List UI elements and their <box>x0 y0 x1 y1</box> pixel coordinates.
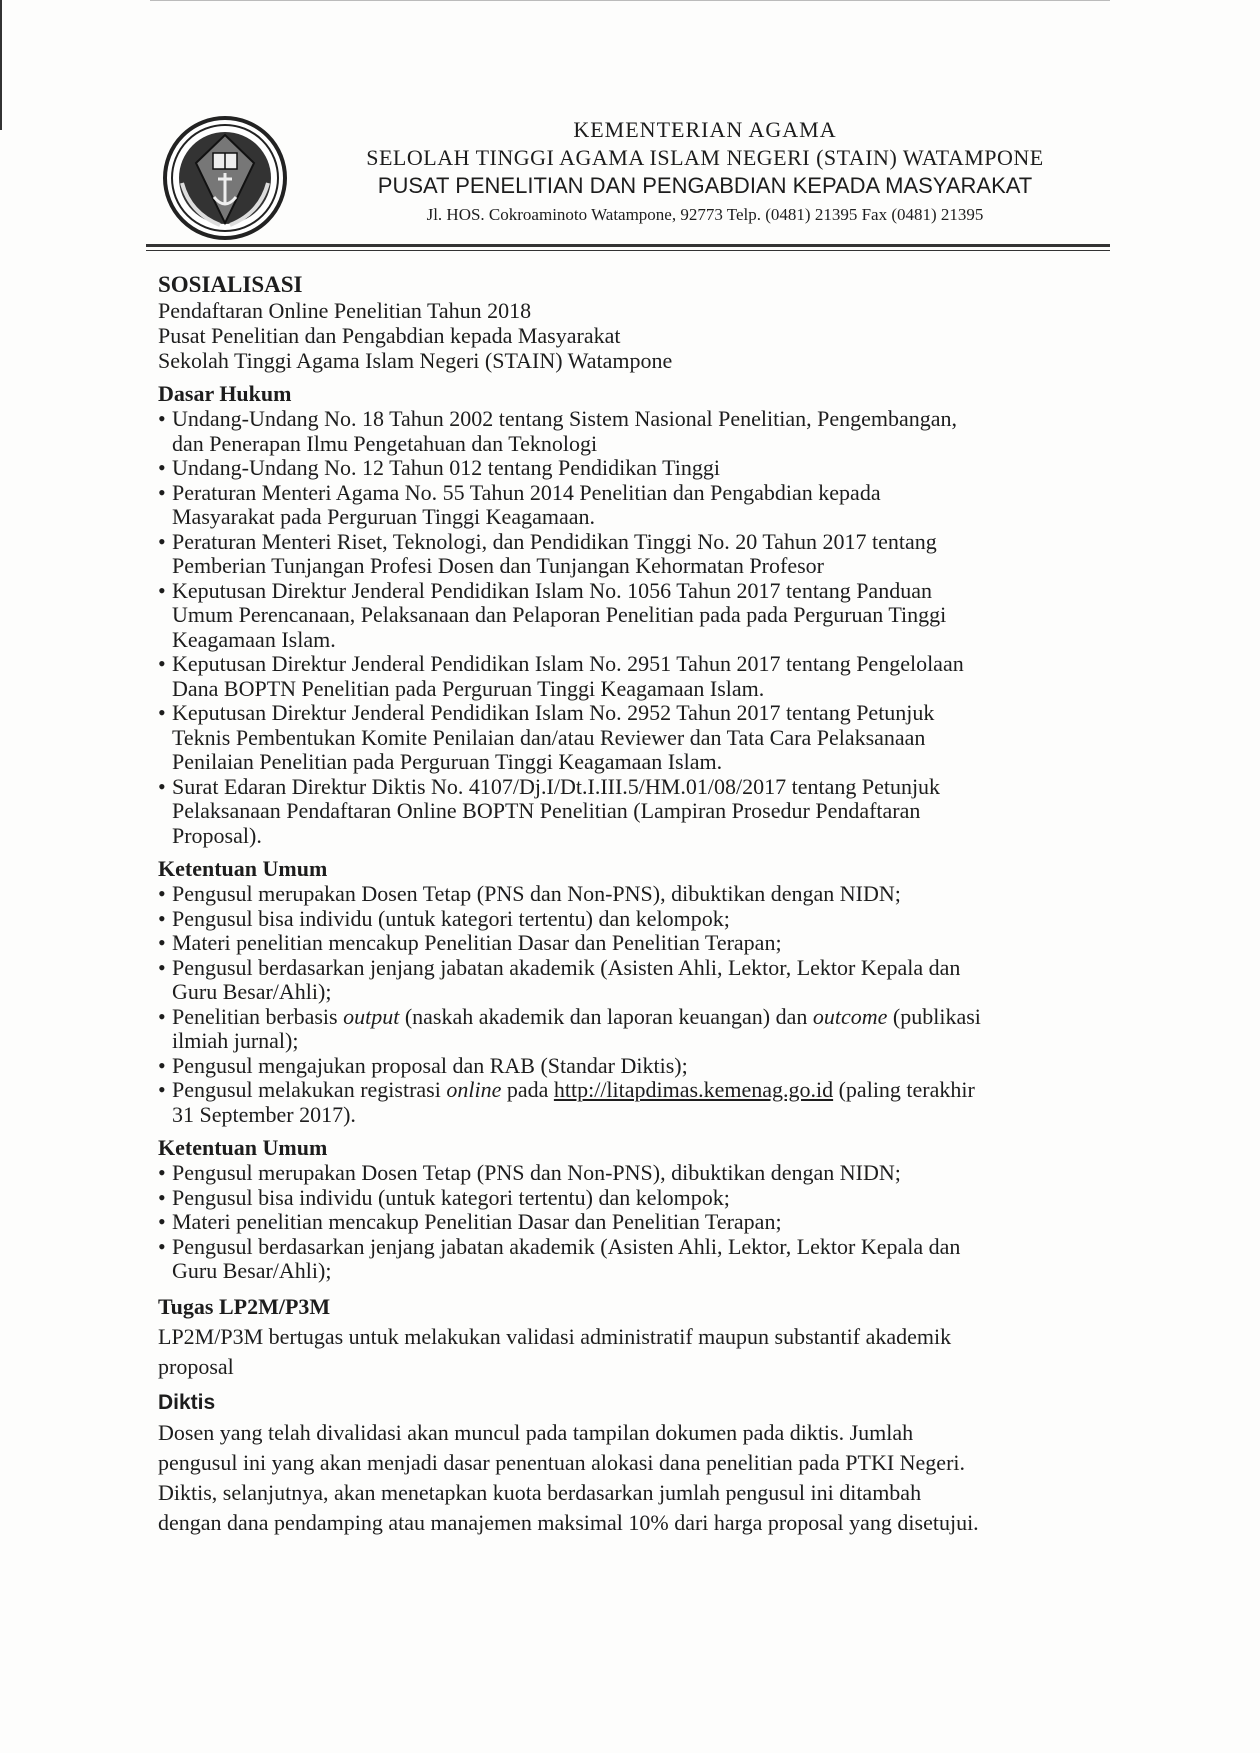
legal-basis-list <box>158 407 1098 848</box>
section-title: Diktis <box>158 1390 216 1414</box>
paragraph-line: pengusul ini yang akan menjadi dasar penentuan alokasi dana penelitian pada PTKI Negeri. <box>158 1449 966 1475</box>
list-item: • Pengusul melakukan registrasi online pada http://litapdimas.kemenag.go.id (paling terakhir 31 September 2017). <box>158 1078 1098 1127</box>
list-item: • Pengusul merupakan Dosen Tetap (PNS dan Non-PNS), dibuktikan dengan NIDN; <box>158 1161 1098 1186</box>
paragraph-line: dengan dana pendamping atau manajemen maksimal 10% dari harga proposal yang disetujui. <box>158 1509 979 1535</box>
section-dasar-hukum <box>158 381 1098 848</box>
subtitle-line: Pusat Penelitian dan Pengabdian kepada Masyarakat <box>158 323 621 348</box>
list-item: • Pengusul bisa individu (untuk kategori tertentu) dan kelompok; <box>158 907 1098 932</box>
stain-emblem-logo <box>160 113 290 243</box>
list-item: • Pengusul bisa individu (untuk kategori tertentu) dan kelompok; <box>158 1186 1098 1211</box>
list-item: • Pengusul berdasarkan jenjang jabatan akademik (Asisten Ahli, Lektor, Lektor Kepala dan Guru Besar/Ahli); <box>158 1235 1098 1284</box>
ministry-name: KEMENTERIAN AGAMA <box>573 117 837 142</box>
paragraph-line: Dosen yang telah divalidasi akan muncul pada tampilan dokumen pada diktis. Jumlah <box>158 1419 914 1445</box>
section-title: Ketentuan Umum <box>158 856 328 881</box>
section-sosialisasi <box>158 272 1098 373</box>
list-item: • Pengusul mengajukan proposal dan RAB (Standar Diktis); <box>158 1054 1098 1079</box>
list-item: • Undang-Undang No. 12 Tahun 012 tentang Pendidikan Tinggi <box>158 456 1098 481</box>
scan-top-line <box>150 0 1110 1</box>
list-item: • Undang-Undang No. 18 Tahun 2002 tentang Sistem Nasional Penelitian, Pengembangan, dan Penerapan Ilmu Pengetahuan dan Teknologi <box>158 407 1098 456</box>
paragraph-line: proposal <box>158 1353 234 1379</box>
list-item: • Surat Edaran Direktur Diktis No. 4107/Dj.I/Dt.I.III.5/HM.01/08/2017 tentang Petunjuk Pelaksanaan Pendaftaran Online BOPTN Penelitian (Lampiran Prosedur Pendaftaran Proposal). <box>158 775 1098 849</box>
section-diktis <box>158 1390 1098 1538</box>
address-line: Jl. HOS. Cokroaminoto Watampone, 92773 Telp. (0481) 21395 Fax (0481) 21395 <box>426 205 984 224</box>
general-provisions-list <box>158 882 1098 1127</box>
list-item: • Materi penelitian mencakup Penelitian Dasar dan Penelitian Terapan; <box>158 931 1098 956</box>
list-item: • Keputusan Direktur Jenderal Pendidikan Islam No. 2951 Tahun 2017 tentang Pengelolaan Dana BOPTN Penelitian pada Perguruan Tinggi Keagamaan Islam. <box>158 652 1098 701</box>
letterhead <box>305 116 1105 228</box>
section-ketentuan-umum-2 <box>158 1135 1098 1284</box>
section-title: Tugas LP2M/P3M <box>158 1293 331 1319</box>
list-item: • Pengusul merupakan Dosen Tetap (PNS dan Non-PNS), dibuktikan dengan NIDN; <box>158 882 1098 907</box>
list-item: • Peraturan Menteri Riset, Teknologi, dan Pendidikan Tinggi No. 20 Tahun 2017 tentang Pemberian Tunjangan Profesi Dosen dan Tunjangan Kehormatan Profesor <box>158 530 1098 579</box>
letterhead-rule-thick <box>146 244 1110 247</box>
scan-edge-line <box>0 0 2 130</box>
list-item: • Keputusan Direktur Jenderal Pendidikan Islam No. 1056 Tahun 2017 tentang Panduan Umum Perencanaan, Pelaksanaan dan Pelaporan Penelitian pada pada Perguruan Tinggi Keagamaan Islam. <box>158 579 1098 653</box>
letterhead-rule-thin <box>146 250 1110 251</box>
section-tugas <box>158 1294 1098 1382</box>
paragraph-line: LP2M/P3M bertugas untuk melakukan validasi administratif maupun substantif akademik <box>158 1323 952 1349</box>
list-item: • Materi penelitian mencakup Penelitian Dasar dan Penelitian Terapan; <box>158 1210 1098 1235</box>
section-title: Dasar Hukum <box>158 381 292 406</box>
document-body <box>158 272 1098 1538</box>
general-provisions-list <box>158 1161 1098 1284</box>
subtitle-line: Pendaftaran Online Penelitian Tahun 2018 <box>158 298 532 323</box>
list-item: • Pengusul berdasarkan jenjang jabatan akademik (Asisten Ahli, Lektor, Lektor Kepala dan Guru Besar/Ahli); <box>158 956 1098 1005</box>
list-item: • Peraturan Menteri Agama No. 55 Tahun 2014 Penelitian dan Pengabdian kepada Masyarakat pada Perguruan Tinggi Keagamaan. <box>158 481 1098 530</box>
litapdimas-link[interactable]: http://litapdimas.kemenag.go.id <box>553 1077 834 1102</box>
section-title: Ketentuan Umum <box>158 1135 328 1160</box>
center-name: PUSAT PENELITIAN DAN PENGABDIAN KEPADA MASYARAKAT <box>377 173 1033 198</box>
section-ketentuan-umum-1 <box>158 856 1098 1127</box>
section-title: SOSIALISASI <box>158 272 303 297</box>
subtitle-line: Sekolah Tinggi Agama Islam Negeri (STAIN) Watampone <box>158 348 673 373</box>
list-item: • Keputusan Direktur Jenderal Pendidikan Islam No. 2952 Tahun 2017 tentang Petunjuk Teknis Pembentukan Komite Penilaian dan/atau Reviewer dan Tata Cara Pelaksanaan Penilaian Penelitian pada Perguruan Tinggi Keagamaan Islam. <box>158 701 1098 775</box>
institution-name: SELOLAH TINGGI AGAMA ISLAM NEGERI (STAIN) WATAMPONE <box>366 145 1044 170</box>
list-item: • Penelitian berbasis output (naskah akademik dan laporan keuangan) dan outcome (publikasi ilmiah jurnal); <box>158 1005 1098 1054</box>
paragraph-line: Diktis, selanjutnya, akan menetapkan kuota berdasarkan jumlah pengusul ini ditambah <box>158 1479 922 1505</box>
